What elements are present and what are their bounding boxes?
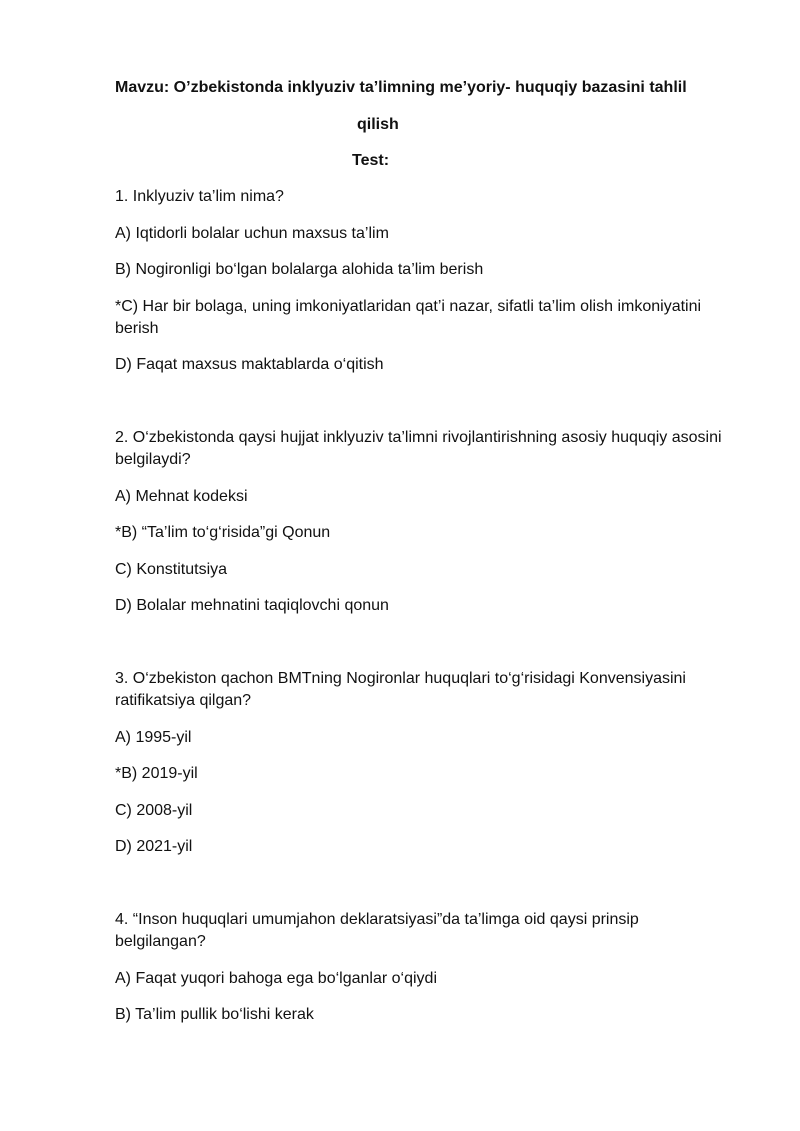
answer-option-b: B) Nogironligi bo‘lgan bolalarga alohida ta’lim berish bbox=[115, 261, 484, 279]
answer-option-a: A) 1995-yil bbox=[115, 728, 192, 746]
question-text: 4. “Inson huquqlari umumjahon deklaratsiyasi”da ta’limga oid qaysi prinsip belgilangan? bbox=[115, 910, 639, 950]
test-heading: Test: bbox=[352, 152, 390, 169]
question-spacer bbox=[115, 632, 730, 668]
answer-option-c: C) 2008-yil bbox=[115, 801, 193, 819]
answer-option-d: D) 2021-yil bbox=[115, 838, 193, 856]
answer-option-d: D) Faqat maxsus maktablarda o‘qitish bbox=[115, 356, 384, 374]
answer-option-c: C) Konstitutsiya bbox=[115, 560, 228, 578]
answer-option-b: *B) “Ta’lim to‘g‘risida”gi Qonun bbox=[115, 524, 331, 542]
document-title-line2: qilish bbox=[357, 116, 399, 133]
answer-option-d: D) Bolalar mehnatini taqiqlovchi qonun bbox=[115, 597, 389, 615]
question-spacer bbox=[115, 873, 730, 909]
question-3 bbox=[115, 668, 730, 858]
question-2 bbox=[115, 427, 730, 617]
question-4 bbox=[115, 909, 730, 1026]
answer-option-a: A) Iqtidorli bolalar uchun maxsus ta’lim bbox=[115, 224, 389, 242]
answer-option-a: A) Mehnat kodeksi bbox=[115, 487, 248, 505]
question-text: 2. O‘zbekistonda qaysi hujjat inklyuziv ta’limni rivojlantirishning asosiy huquqiy asosini belgilaydi? bbox=[115, 428, 722, 468]
question-text: 1. Inklyuziv ta’lim nima? bbox=[115, 188, 284, 205]
answer-option-b: B) Ta’lim pullik bo‘lishi kerak bbox=[115, 1006, 314, 1024]
answer-option-b: *B) 2019-yil bbox=[115, 765, 198, 783]
question-1 bbox=[115, 186, 730, 376]
answer-option-c: *C) Har bir bolaga, uning imkoniyatlaridan qat’i nazar, sifatli ta’lim olish imkoniyatini berish bbox=[115, 297, 702, 337]
answer-option-a: A) Faqat yuqori bahoga ega bo‘lganlar o‘qiydi bbox=[115, 969, 437, 987]
question-text: 3. O‘zbekiston qachon BMTning Nogironlar huquqlari to‘g‘risidagi Konvensiyasini ratifikatsiya qilgan? bbox=[115, 669, 686, 709]
document-title-line1: Mavzu: O’zbekistonda inklyuziv ta’limning me’yoriy- huquqiy bazasini tahlil bbox=[115, 79, 687, 96]
question-spacer bbox=[115, 391, 730, 427]
